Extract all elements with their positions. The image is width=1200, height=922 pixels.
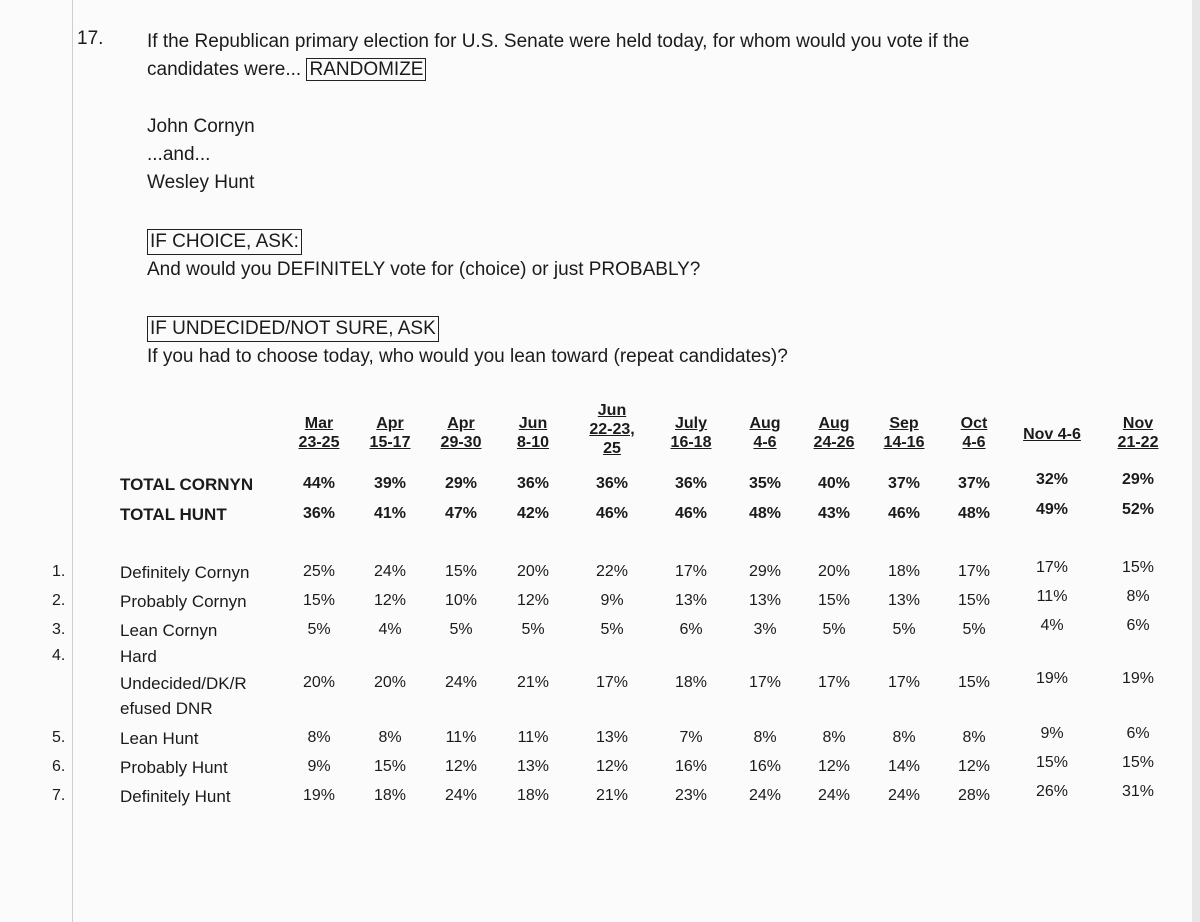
- column-header-line: 14-16: [883, 434, 925, 451]
- column-header-line: Nov 4-6: [1023, 426, 1081, 443]
- total-cell: 37%: [887, 475, 921, 492]
- data-cell: 5%: [892, 621, 916, 638]
- data-cell: 4%: [378, 621, 402, 638]
- data-cell: 8%: [1126, 588, 1150, 605]
- column-header-line: 25: [603, 440, 621, 457]
- data-cell: 11%: [445, 729, 477, 746]
- total-cell: 29%: [1121, 471, 1155, 488]
- column-header-line: 4-6: [753, 434, 777, 451]
- row-label: Probably Cornyn: [120, 592, 247, 611]
- row-label: Undecided/DK/R: [120, 674, 247, 693]
- data-cell: 15%: [1121, 559, 1155, 576]
- data-cell: 15%: [817, 592, 851, 609]
- data-cell: 17%: [887, 674, 921, 691]
- data-cell: 17%: [748, 674, 782, 691]
- candidate-2: Wesley Hunt: [147, 172, 255, 193]
- data-cell: 5%: [449, 621, 473, 638]
- column-header-line: Mar: [304, 415, 334, 432]
- data-cell: 12%: [817, 758, 851, 775]
- column-header-line: July: [674, 415, 708, 432]
- data-cell: 20%: [817, 563, 851, 580]
- column-header: [589, 401, 634, 458]
- total-cell: 44%: [302, 475, 336, 492]
- column-header: [370, 414, 411, 452]
- if-choice-text: And would you DEFINITELY vote for (choice) or just PROBABLY?: [147, 259, 701, 280]
- data-cell: 5%: [822, 621, 846, 638]
- data-cell: 13%: [595, 729, 629, 746]
- data-cell: 19%: [1035, 670, 1069, 687]
- row-number: 7.: [52, 787, 66, 804]
- data-cell: 21%: [595, 787, 629, 804]
- column-header-line: Aug: [749, 415, 781, 432]
- data-cell: 17%: [817, 674, 851, 691]
- data-cell: 6%: [679, 621, 703, 638]
- data-cell: 11%: [1036, 588, 1068, 605]
- total-cell: 29%: [444, 475, 478, 492]
- data-cell: 24%: [444, 787, 478, 804]
- data-cell: 13%: [748, 592, 782, 609]
- column-header-line: Aug: [818, 415, 850, 432]
- data-cell: 9%: [1040, 725, 1064, 742]
- if-choice-label: IF CHOICE, ASK:: [147, 229, 302, 255]
- total-cell: 40%: [817, 475, 851, 492]
- data-cell: 12%: [373, 592, 407, 609]
- column-header-line: 29-30: [440, 434, 482, 451]
- data-cell: 17%: [957, 563, 991, 580]
- data-cell: 20%: [302, 674, 336, 691]
- data-cell: 15%: [957, 592, 991, 609]
- row-label: Definitely Hunt: [120, 787, 231, 806]
- data-cell: 24%: [373, 563, 407, 580]
- data-cell: 8%: [822, 729, 846, 746]
- data-cell: 13%: [674, 592, 708, 609]
- data-cell: 26%: [1035, 783, 1069, 800]
- row-label: Hard: [120, 647, 157, 666]
- column-header-line: Sep: [889, 415, 919, 432]
- data-cell: 19%: [302, 787, 336, 804]
- data-cell: 16%: [748, 758, 782, 775]
- column-header-line: 21-22: [1117, 434, 1159, 451]
- column-header: [961, 414, 988, 452]
- data-cell: 23%: [674, 787, 708, 804]
- data-cell: 6%: [1126, 617, 1150, 634]
- data-cell: 24%: [817, 787, 851, 804]
- total-cell: 36%: [674, 475, 708, 492]
- data-cell: 28%: [957, 787, 991, 804]
- column-header: [884, 414, 925, 452]
- total-cell: 32%: [1035, 471, 1069, 488]
- row-number: 2.: [52, 592, 66, 609]
- data-cell: 19%: [1121, 670, 1155, 687]
- data-cell: 8%: [753, 729, 777, 746]
- data-cell: 24%: [887, 787, 921, 804]
- total-cell: 36%: [302, 505, 336, 522]
- question-number: 17.: [77, 28, 104, 49]
- question-line-2-prefix: candidates were...: [147, 59, 307, 80]
- row-number: 1.: [52, 563, 66, 580]
- total-cell: 35%: [748, 475, 782, 492]
- randomize-box: RANDOMIZE: [306, 58, 426, 81]
- data-cell: 15%: [957, 674, 991, 691]
- row-label: Probably Hunt: [120, 758, 228, 777]
- column-header-line: 16-18: [670, 434, 712, 451]
- data-cell: 20%: [373, 674, 407, 691]
- row-label: Lean Hunt: [120, 729, 199, 748]
- column-header-line: 4-6: [962, 434, 986, 451]
- data-cell: 17%: [595, 674, 629, 691]
- data-cell: 8%: [962, 729, 986, 746]
- total-row-label: TOTAL CORNYN: [120, 475, 254, 494]
- column-header: [517, 414, 549, 452]
- column-header-line: 24-26: [813, 434, 855, 451]
- data-cell: 24%: [444, 674, 478, 691]
- column-header: [441, 414, 482, 452]
- data-cell: 5%: [600, 621, 624, 638]
- total-cell: 42%: [516, 505, 550, 522]
- total-cell: 36%: [595, 475, 629, 492]
- data-cell: 15%: [373, 758, 407, 775]
- total-cell: 46%: [887, 505, 921, 522]
- data-cell: 8%: [307, 729, 331, 746]
- row-label: Definitely Cornyn: [120, 563, 250, 582]
- total-cell: 52%: [1121, 501, 1155, 518]
- page-margin-line: [72, 0, 73, 922]
- data-cell: 12%: [516, 592, 550, 609]
- data-cell: 18%: [674, 674, 708, 691]
- row-number: 3.: [52, 621, 66, 638]
- total-cell: 46%: [595, 505, 629, 522]
- column-header-line: 22-23,: [589, 421, 635, 438]
- data-cell: 12%: [444, 758, 478, 775]
- data-cell: 10%: [444, 592, 478, 609]
- row-number: 4.: [52, 647, 66, 664]
- data-cell: 20%: [516, 563, 550, 580]
- data-cell: 12%: [957, 758, 991, 775]
- question-text: [147, 28, 1107, 84]
- data-cell: 8%: [892, 729, 916, 746]
- data-cell: 16%: [674, 758, 708, 775]
- column-header-line: Jun: [597, 402, 627, 419]
- total-cell: 48%: [748, 505, 782, 522]
- data-cell: 17%: [674, 563, 708, 580]
- candidate-1: John Cornyn: [147, 116, 255, 137]
- row-number: 6.: [52, 758, 66, 775]
- data-cell: 22%: [595, 563, 629, 580]
- total-row-label: TOTAL HUNT: [120, 505, 227, 524]
- data-cell: 15%: [1121, 754, 1155, 771]
- total-cell: 43%: [817, 505, 851, 522]
- question-line-2: [147, 56, 1107, 84]
- column-header: [1118, 414, 1159, 452]
- column-header: [749, 414, 780, 452]
- if-undecided-text: If you had to choose today, who would you lean toward (repeat candidates)?: [147, 346, 788, 367]
- data-cell: 7%: [679, 729, 703, 746]
- data-cell: 12%: [595, 758, 629, 775]
- column-header-line: 8-10: [516, 434, 550, 451]
- data-cell: 31%: [1121, 783, 1155, 800]
- column-header: [1023, 425, 1081, 444]
- if-undecided-label: IF UNDECIDED/NOT SURE, ASK: [147, 316, 439, 342]
- question-line-1: If the Republican primary election for U.S. Senate were held today, for whom would you vote if the: [147, 31, 970, 52]
- data-cell: 15%: [302, 592, 336, 609]
- total-cell: 48%: [957, 505, 991, 522]
- total-cell: 49%: [1035, 501, 1069, 518]
- data-cell: 11%: [517, 729, 549, 746]
- row-number: 5.: [52, 729, 66, 746]
- data-cell: 29%: [748, 563, 782, 580]
- data-cell: 5%: [307, 621, 331, 638]
- row-label: efused DNR: [120, 699, 213, 718]
- data-cell: 4%: [1040, 617, 1064, 634]
- data-cell: 5%: [962, 621, 986, 638]
- total-cell: 47%: [444, 505, 478, 522]
- data-cell: 14%: [887, 758, 921, 775]
- column-header-line: 15-17: [369, 434, 411, 451]
- column-header-line: Jun: [518, 415, 548, 432]
- data-cell: 24%: [748, 787, 782, 804]
- total-cell: 46%: [674, 505, 708, 522]
- total-cell: 41%: [373, 505, 407, 522]
- data-cell: 3%: [753, 621, 777, 638]
- data-cell: 9%: [307, 758, 331, 775]
- data-cell: 15%: [1035, 754, 1069, 771]
- column-header: [671, 414, 712, 452]
- total-cell: 37%: [957, 475, 991, 492]
- column-header-line: Nov: [1122, 415, 1154, 432]
- column-header-line: Apr: [447, 415, 475, 432]
- total-cell: 39%: [373, 475, 407, 492]
- row-label: Lean Cornyn: [120, 621, 218, 640]
- data-cell: 15%: [444, 563, 478, 580]
- data-cell: 13%: [516, 758, 550, 775]
- data-cell: 13%: [887, 592, 921, 609]
- data-cell: 8%: [378, 729, 402, 746]
- data-cell: 9%: [600, 592, 624, 609]
- column-header: [814, 414, 855, 452]
- data-cell: 6%: [1126, 725, 1150, 742]
- data-cell: 18%: [887, 563, 921, 580]
- candidate-separator: ...and...: [147, 144, 211, 165]
- data-cell: 21%: [516, 674, 550, 691]
- data-cell: 18%: [373, 787, 407, 804]
- column-header-line: Apr: [376, 415, 404, 432]
- data-cell: 18%: [516, 787, 550, 804]
- column-header-line: Oct: [960, 415, 988, 432]
- column-header: [299, 414, 340, 452]
- data-cell: 25%: [302, 563, 336, 580]
- data-cell: 5%: [521, 621, 545, 638]
- total-cell: 36%: [516, 475, 550, 492]
- data-cell: 17%: [1035, 559, 1069, 576]
- column-header-line: 23-25: [298, 434, 340, 451]
